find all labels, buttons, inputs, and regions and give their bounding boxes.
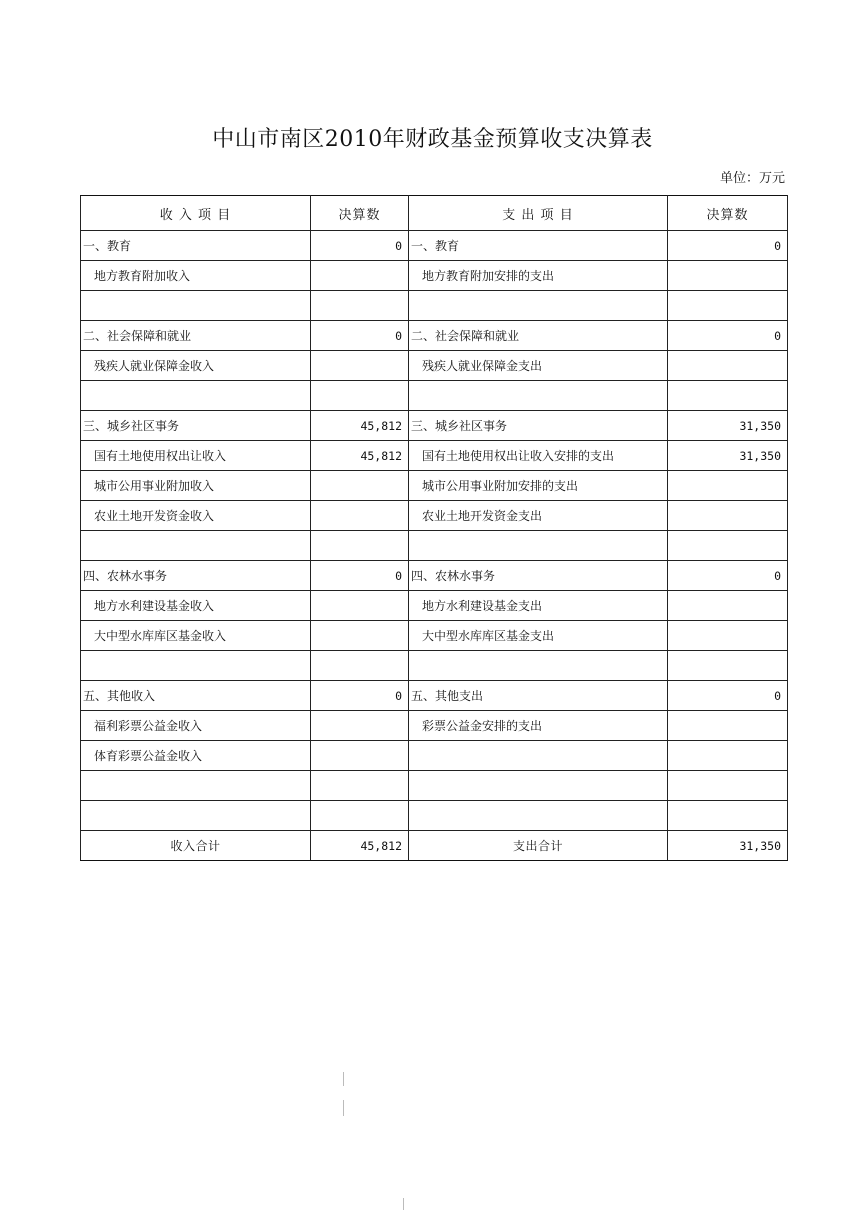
expense-amount: 0	[668, 321, 788, 351]
income-item	[81, 801, 311, 831]
income-amount	[311, 591, 409, 621]
income-item: 二、社会保障和就业	[81, 321, 311, 351]
table-row	[81, 741, 788, 771]
expense-item: 国有土地使用权出让收入安排的支出	[409, 441, 668, 471]
income-amount	[311, 351, 409, 381]
table-row	[81, 561, 788, 591]
expense-amount: 31,350	[668, 411, 788, 441]
expense-item: 五、其他支出	[409, 681, 668, 711]
income-amount	[311, 291, 409, 321]
income-item: 五、其他收入	[81, 681, 311, 711]
income-item: 地方教育附加收入	[81, 261, 311, 291]
table-row	[81, 261, 788, 291]
income-amount	[311, 381, 409, 411]
expense-amount	[668, 291, 788, 321]
expense-amount	[668, 621, 788, 651]
table-row	[81, 411, 788, 441]
table-row	[81, 591, 788, 621]
table-row	[81, 711, 788, 741]
table-row	[81, 471, 788, 501]
expense-item: 四、农林水事务	[409, 561, 668, 591]
unit-label: 单位：万元	[719, 171, 785, 186]
income-item: 国有土地使用权出让收入	[81, 441, 311, 471]
budget-table	[80, 195, 788, 861]
income-total-value: 45,812	[311, 831, 409, 861]
expense-item: 二、社会保障和就业	[409, 321, 668, 351]
expense-item	[409, 531, 668, 561]
income-item: 城市公用事业附加收入	[81, 471, 311, 501]
income-item: 三、城乡社区事务	[81, 411, 311, 441]
expense-amount	[668, 651, 788, 681]
income-item: 残疾人就业保障金收入	[81, 351, 311, 381]
expense-amount	[668, 501, 788, 531]
expense-amount: 0	[668, 681, 788, 711]
table-row	[81, 381, 788, 411]
header-expense-item: 支 出 项 目	[409, 196, 668, 231]
expense-amount: 31,350	[668, 441, 788, 471]
scan-mark	[343, 1072, 344, 1086]
expense-amount: 0	[668, 561, 788, 591]
income-item	[81, 651, 311, 681]
expense-amount	[668, 741, 788, 771]
income-item	[81, 531, 311, 561]
expense-item: 大中型水库库区基金支出	[409, 621, 668, 651]
expense-item: 地方教育附加安排的支出	[409, 261, 668, 291]
income-item	[81, 771, 311, 801]
income-item: 大中型水库库区基金收入	[81, 621, 311, 651]
header-income-item: 收 入 项 目	[81, 196, 311, 231]
header-expense-amount: 决算数	[668, 196, 788, 231]
income-amount	[311, 801, 409, 831]
table-row	[81, 771, 788, 801]
scan-mark	[403, 1198, 404, 1210]
expense-amount: 0	[668, 231, 788, 261]
expense-item: 彩票公益金安排的支出	[409, 711, 668, 741]
expense-item: 一、教育	[409, 231, 668, 261]
income-amount	[311, 261, 409, 291]
expense-amount	[668, 771, 788, 801]
table-row	[81, 351, 788, 381]
table-header-row	[81, 196, 788, 231]
income-amount: 0	[311, 231, 409, 261]
expense-amount	[668, 471, 788, 501]
income-amount: 45,812	[311, 411, 409, 441]
table-row	[81, 681, 788, 711]
table-row	[81, 651, 788, 681]
expense-item: 城市公用事业附加安排的支出	[409, 471, 668, 501]
table-row	[81, 291, 788, 321]
income-amount: 0	[311, 561, 409, 591]
income-amount: 0	[311, 321, 409, 351]
expense-item	[409, 651, 668, 681]
table-row	[81, 501, 788, 531]
income-amount: 45,812	[311, 441, 409, 471]
income-amount	[311, 741, 409, 771]
income-total-label: 收入合计	[81, 831, 311, 861]
income-item: 四、农林水事务	[81, 561, 311, 591]
income-amount	[311, 471, 409, 501]
income-amount	[311, 531, 409, 561]
income-amount	[311, 711, 409, 741]
expense-amount	[668, 531, 788, 561]
expense-item	[409, 771, 668, 801]
income-amount	[311, 771, 409, 801]
income-item: 农业土地开发资金收入	[81, 501, 311, 531]
income-amount: 0	[311, 681, 409, 711]
expense-item: 残疾人就业保障金支出	[409, 351, 668, 381]
expense-total-label: 支出合计	[409, 831, 668, 861]
expense-total-value: 31,350	[668, 831, 788, 861]
table-row	[81, 531, 788, 561]
expense-amount	[668, 711, 788, 741]
expense-item	[409, 801, 668, 831]
expense-item	[409, 381, 668, 411]
page-title: 中山市南区2010年财政基金预算收支决算表	[212, 127, 653, 152]
expense-item: 三、城乡社区事务	[409, 411, 668, 441]
income-item: 体育彩票公益金收入	[81, 741, 311, 771]
income-item	[81, 291, 311, 321]
header-income-amount: 决算数	[311, 196, 409, 231]
expense-amount	[668, 801, 788, 831]
income-amount	[311, 621, 409, 651]
expense-amount	[668, 261, 788, 291]
table-row	[81, 321, 788, 351]
income-item: 福利彩票公益金收入	[81, 711, 311, 741]
scan-mark	[343, 1100, 344, 1116]
expense-item	[409, 741, 668, 771]
expense-item	[409, 291, 668, 321]
income-amount	[311, 651, 409, 681]
totals-row	[81, 831, 788, 861]
table-row	[81, 231, 788, 261]
expense-amount	[668, 351, 788, 381]
expense-item: 地方水利建设基金支出	[409, 591, 668, 621]
income-item: 一、教育	[81, 231, 311, 261]
income-item: 地方水利建设基金收入	[81, 591, 311, 621]
income-item	[81, 381, 311, 411]
expense-amount	[668, 381, 788, 411]
table-body	[81, 231, 788, 831]
table-row	[81, 621, 788, 651]
expense-amount	[668, 591, 788, 621]
table-row	[81, 441, 788, 471]
expense-item: 农业土地开发资金支出	[409, 501, 668, 531]
income-amount	[311, 501, 409, 531]
table-row	[81, 801, 788, 831]
